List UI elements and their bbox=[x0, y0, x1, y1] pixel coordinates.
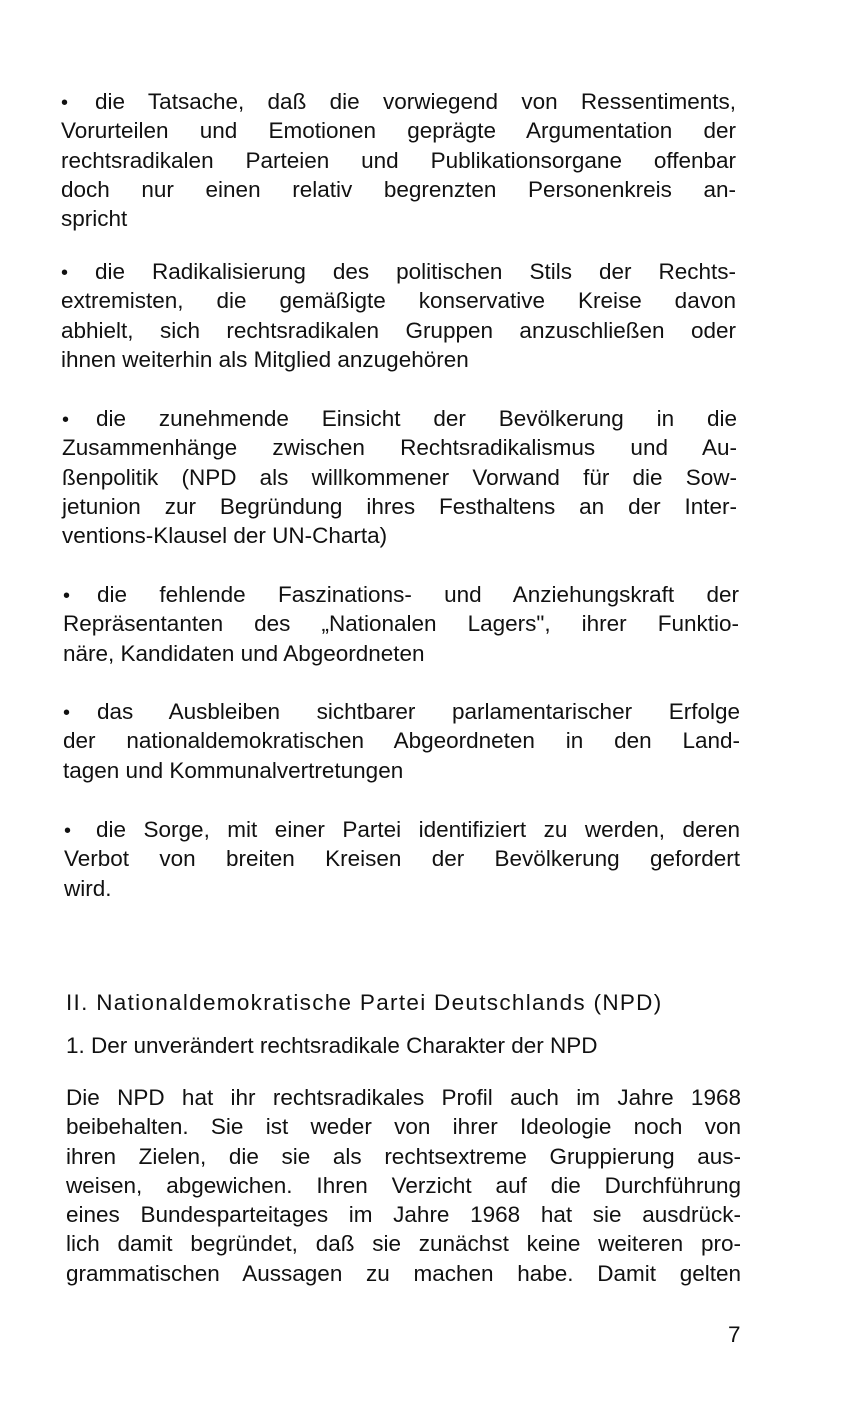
bullet-item bbox=[61, 87, 736, 233]
bullet-line: wird. bbox=[64, 875, 112, 901]
bullet-symbol: • bbox=[61, 262, 69, 284]
bullet-line: tagen und Kommunalvertretungen bbox=[63, 757, 404, 783]
paragraph-line: ihren Zielen, die sie als rechtsextreme Gruppierung aus- bbox=[66, 1143, 741, 1169]
bullet-line: ßenpolitik (NPD als willkommener Vorwand für die Sow- bbox=[62, 464, 737, 490]
bullet-item bbox=[63, 580, 739, 668]
bullet-line: rechtsradikalen Parteien und Publikationsorgane offenbar bbox=[61, 147, 736, 173]
bullet-item bbox=[62, 404, 737, 550]
bullet-line: • die Sorge, mit einer Partei identifiziert zu werden, deren bbox=[64, 815, 740, 844]
paragraph-line: eines Bundesparteitages im Jahre 1968 hat sie ausdrück- bbox=[66, 1202, 741, 1228]
bullet-line: • das Ausbleiben sichtbarer parlamentarischer Erfolge bbox=[63, 697, 740, 726]
body-paragraph bbox=[66, 1083, 741, 1288]
bullet-line: spricht bbox=[61, 206, 128, 232]
paragraph-line: Die NPD hat ihr rechtsradikales Profil auch im Jahre 1968 bbox=[66, 1085, 741, 1110]
section-heading: II. Nationaldemokratische Partei Deutschlands (NPD) bbox=[66, 990, 663, 1015]
bullet-item bbox=[63, 697, 740, 785]
paragraph-line: weisen, abgewichen. Ihren Verzicht auf die Durchführung bbox=[66, 1172, 741, 1198]
bullet-symbol: • bbox=[61, 92, 69, 114]
bullet-line: ventions-Klausel der UN-Charta) bbox=[62, 523, 388, 549]
bullet-line: • die Radikalisierung des politischen Stils der Rechts- bbox=[61, 257, 736, 286]
bullet-line: der nationaldemokratischen Abgeordneten in den Land- bbox=[63, 728, 740, 754]
bullet-item bbox=[64, 815, 740, 903]
bullet-line: extremisten, die gemäßigte konservative Kreise davon bbox=[61, 288, 736, 314]
bullet-line: Verbot von breiten Kreisen der Bevölkerung gefordert bbox=[64, 846, 740, 872]
bullet-line: Repräsentanten des „Nationalen Lagers", ihrer Funktio- bbox=[63, 611, 739, 637]
bullet-symbol: • bbox=[62, 409, 70, 431]
paragraph-line: lich damit begründet, daß sie zunächst keine weiteren pro- bbox=[66, 1231, 741, 1257]
bullet-line: näre, Kandidaten und Abgeordneten bbox=[63, 640, 425, 666]
subsection-heading: 1. Der unverändert rechtsradikale Charakter der NPD bbox=[66, 1033, 598, 1058]
bullet-line: Zusammenhänge zwischen Rechtsradikalismus und Au- bbox=[62, 435, 737, 461]
bullet-item bbox=[61, 257, 736, 374]
bullet-line: abhielt, sich rechtsradikalen Gruppen anzuschließen oder bbox=[61, 317, 736, 343]
bullet-line: jetunion zur Begründung ihres Festhaltens an der Inter- bbox=[62, 493, 737, 519]
paragraph-line: grammatischen Aussagen zu machen habe. Damit gelten bbox=[66, 1260, 741, 1286]
paragraph-line: beibehalten. Sie ist weder von ihrer Ideologie noch von bbox=[66, 1114, 741, 1140]
bullet-line: ihnen weiterhin als Mitglied anzugehören bbox=[61, 346, 469, 372]
bullet-line: • die fehlende Faszinations- und Anziehungskraft der bbox=[63, 580, 739, 609]
bullet-line: • die zunehmende Einsicht der Bevölkerung in die bbox=[62, 404, 737, 433]
bullet-symbol: • bbox=[63, 702, 71, 724]
bullet-symbol: • bbox=[64, 820, 72, 842]
bullet-line: Vorurteilen und Emotionen geprägte Argumentation der bbox=[61, 118, 736, 144]
bullet-symbol: • bbox=[63, 585, 71, 607]
page-number: 7 bbox=[728, 1322, 741, 1347]
bullet-line: • die Tatsache, daß die vorwiegend von Ressentiments, bbox=[61, 87, 736, 116]
bullet-line: doch nur einen relativ begrenzten Personenkreis an- bbox=[61, 176, 736, 202]
